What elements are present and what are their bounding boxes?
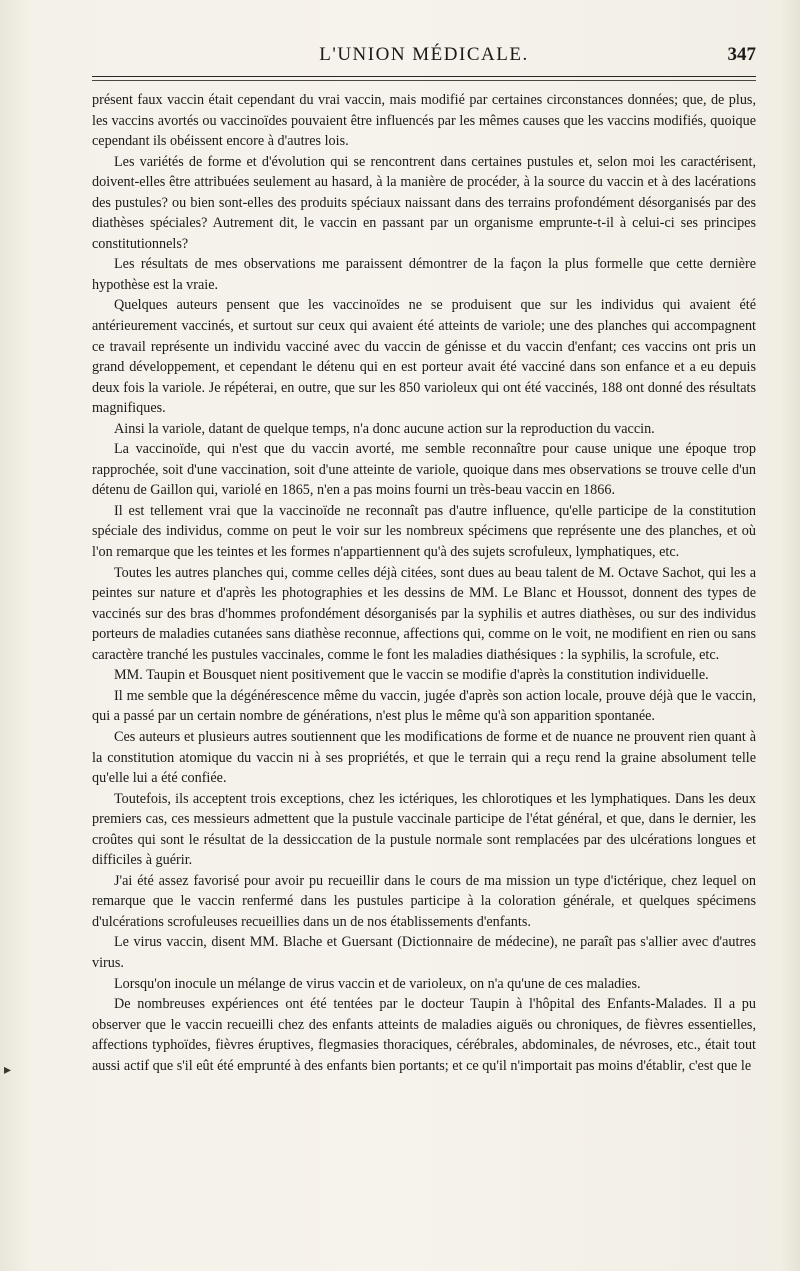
paragraph: La vaccinoïde, qui n'est que du vaccin avorté, me semble reconnaître pour cause unique une époque trop rapprochée, soit d'une vaccination, soit d'une atteinte de variole, quoique dans mes observations se trouve celle d'un détenu de Gaillon qui, variolé en 1865, n'en a pas moins fourni un très-beau vaccin en 1866. (92, 441, 756, 499)
paragraph: J'ai été assez favorisé pour avoir pu recueillir dans le cours de ma mission un type d'ictérique, chez lequel on remarque que le vaccin renfermé dans les pustules participe à la coloration générale, et quelques spécimens d'ulcérations scrofuleuses recueillies dans un de nos établissements d'enfants. (92, 872, 756, 930)
paragraph: De nombreuses expériences ont été tentées par le docteur Taupin à l'hôpital des Enfants-Malades. Il a pu observer que le vaccin recueilli chez des enfants atteints de maladies aiguës ou chroniques, de fièvres essentielles, affections typhoïdes, fièvres éruptives, flegmasies thoraciques, cérébrales, abdominales, de névroses, etc., était tout aussi actif que s'il eût été emprunté à des enfants bien portants; et ce qu'il n'importait pas moins d'établir, c'est que le (92, 996, 756, 1074)
paragraph: Ces auteurs et plusieurs autres soutiennent que les modifications de forme et de nuance ne prouvent rien quant à la constitution atomique du vaccin ni à ses propriétés, et que le terrain qui a reçu rend la graine absolument telle qu'elle lui a été confiée. (92, 728, 756, 787)
margin-arrow-icon: ▸ (4, 1063, 12, 1078)
paragraph: présent faux vaccin était cependant du vrai vaccin, mais modifié par certaines circonstances données; que, de plus, les vaccins avortés ou vaccinoïdes pouvaient être influencés par les mêmes causes que les vaccins modifiés, quoique cependant ils obéissent encore à d'autres lois. (92, 92, 756, 150)
paragraph: Il me semble que la dégénérescence même du vaccin, jugée d'après son action locale, prouve déjà que le vaccin, qui a passé par un certain nombre de générations, n'est plus le même qu'à son apparition spontanée. (92, 687, 756, 725)
page-header (92, 44, 756, 74)
paragraph: Ainsi la variole, datant de quelque temps, n'a donc aucune action sur la reproduction du vaccin. (114, 420, 655, 437)
header-rule (92, 76, 756, 77)
body-text (92, 90, 756, 1076)
paragraph: Il est tellement vrai que la vaccinoïde ne reconnaît pas d'autre influence, qu'elle participe de la constitution spéciale des individus, comme on peut le voir sur les nombreux spécimens que représente une des planches, et où l'on remarque que les teintes et les formes n'appartiennent qu'à des sujets scrofuleux, lymphatiques, etc. (92, 502, 756, 561)
paragraph: Lorsqu'on inocule un mélange de virus vaccin et de varioleux, on n'a qu'une de ces maladies. (114, 975, 641, 992)
paragraph: Quelques auteurs pensent que les vaccinoïdes ne se produisent que sur les individus qui avaient été antérieurement vaccinés, et surtout sur ceux qui avaient été atteints de variole; une des planches qui accompagnent ce travail représente un individu vacciné avec du vaccin de génisse et du vaccin d'enfant; ces vaccins ont pris un grand développement, et cependant le détenu qui en est porteur avait été vacciné dans son enfance et a eu depuis deux fois la variole. Je répéterai, en outre, que sur les 850 varioleux qui ont été vaccinés, 188 ont donné des résultats magnifiques. (92, 297, 756, 417)
paragraph: Toutefois, ils acceptent trois exceptions, chez les ictériques, les chlorotiques et les lymphatiques. Dans les deux premiers cas, ces messieurs admettent que la pustule vaccinale participe de l'état général, et que, dans le dernier, les croûtes qui sont le résultat de la dessiccation de la pustule normale sont remplacées par des ulcérations longues et difficiles à guérir. (92, 790, 756, 869)
running-title: L'UNION MÉDICALE. (319, 44, 529, 65)
paragraph: Les variétés de forme et d'évolution qui se rencontrent dans certaines pustules et, selon moi les caractérisent, doivent-elles être attribuées seulement au hasard, à la manière de procéder, à la source du vaccin et à des lacérations des pustules? ou bien sont-elles des produits spéciaux naissant dans des terrains profondément désorganisés par des diathèses spéciales? Autrement dit, le vaccin en passant par un organisme emprunte-t-il à celui-ci ses principes constitutionnels? (92, 153, 756, 252)
paragraph: MM. Taupin et Bousquet nient positivement que le vaccin se modifie d'après la constitution individuelle. (114, 667, 709, 684)
header-rule-thin (92, 80, 756, 81)
paragraph: Les résultats de mes observations me paraissent démontrer de la façon la plus formelle que cette dernière hypothèse est la vraie. (92, 256, 756, 293)
paragraph: Toutes les autres planches qui, comme celles déjà citées, sont dues au beau talent de M. Octave Sachot, qui les a peintes sur nature et d'après les photographies et les dessins de MM. Le Blanc et Houssot, donnent des types de vaccinés sur des bras d'hommes profondément désorganisés par la syphilis et autres diathèses, ou sur des individus porteurs de maladies cutanées sans diathèse reconnue, affections qui, comme on le voit, ne modifient en rien ou sans caractère tranché les pustules vaccinales, comme le font les maladies diathésiques : la syphilis, la scrofule, etc. (92, 564, 756, 663)
paragraph: Le virus vaccin, disent MM. Blache et Guersant (Dictionnaire de médecine), ne paraît pas s'allier avec d'autres virus. (92, 934, 756, 971)
page-number: 347 (727, 44, 756, 65)
